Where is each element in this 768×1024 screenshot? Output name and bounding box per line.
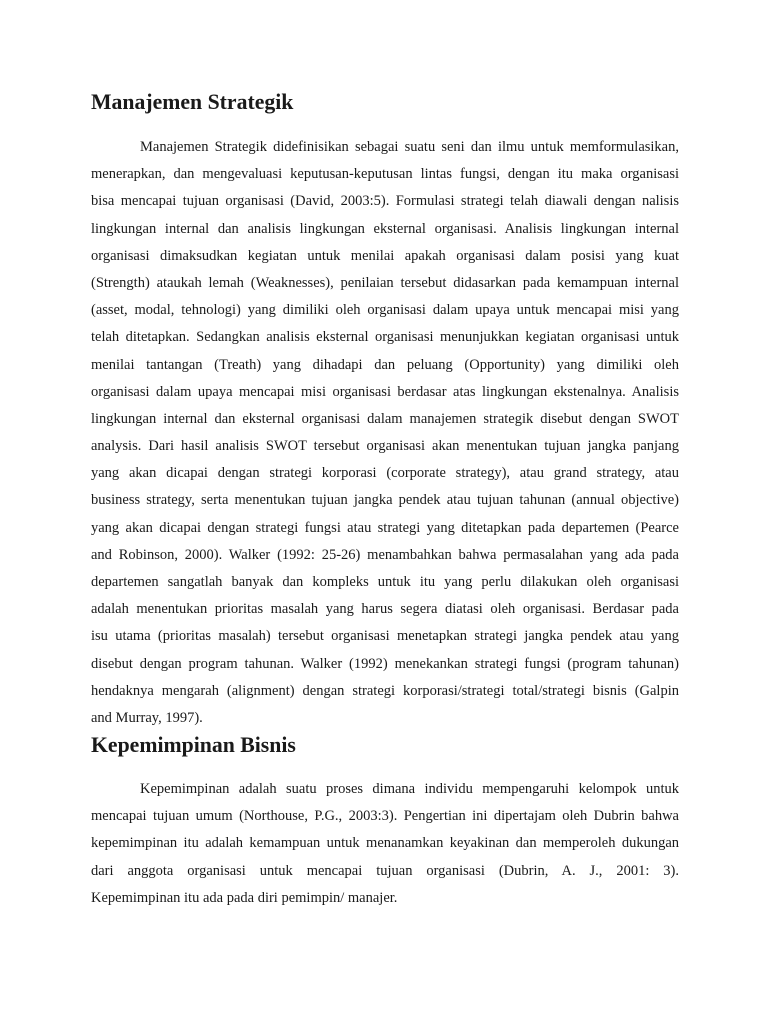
paragraph-line: departemen sangatlah banyak dan kompleks untuk itu yang perlu dilakukan oleh organisasi <box>91 574 679 590</box>
paragraph-line: mencapai tujuan umum (Northouse, P.G., 2003:3). Pengertian ini dipertajam oleh Dubrin bahwa <box>91 808 679 825</box>
paragraph-line: (asset, modal, tehnologi) yang dimiliki oleh organisasi dalam upaya untuk mencapai misi yang <box>91 302 679 319</box>
paragraph-line: lingkungan internal dan analisis lingkungan eksternal organisasi. Analisis lingkungan internal <box>91 220 679 237</box>
paragraph-line: organisasi dimaksudkan kegiatan untuk menilai apakah organisasi dalam posisi yang kuat <box>91 247 679 264</box>
paragraph-line: disebut dengan program tahunan. Walker (1992) menekankan strategi fungsi (program tahunan) <box>91 655 679 672</box>
paragraph-line: business strategy, serta menentukan tujuan jangka pendek atau tujuan tahunan (annual objective) <box>91 492 679 509</box>
section-heading: Manajemen Strategik <box>91 90 294 114</box>
section-heading: Kepemimpinan Bisnis <box>91 733 296 757</box>
paragraph-line: (Strength) ataukah lemah (Weaknesses), penilaian tersebut didasarkan pada kemampuan internal <box>91 274 679 291</box>
section-manajemen-strategik <box>91 92 679 732</box>
paragraph-line: kepemimpinan itu adalah kemampuan untuk menanamkan keyakinan dan memperoleh dukungan <box>91 835 679 852</box>
paragraph-line: Manajemen Strategik didefinisikan sebagai suatu seni dan ilmu untuk memformulasikan, <box>140 139 679 155</box>
paragraph-line: bisa mencapai tujuan organisasi (David, 2003:5). Formulasi strategi telah diawali dengan nalisis <box>91 193 679 210</box>
paragraph-line: adalah menentukan prioritas masalah yang harus segera diatasi oleh organisasi. Berdasar pada <box>91 601 679 618</box>
paragraph-line: Kepemimpinan itu ada pada diri pemimpin/ manajer. <box>91 889 398 906</box>
paragraph-line: and Murray, 1997). <box>91 709 203 726</box>
paragraph-line: Kepemimpinan adalah suatu proses dimana individu mempengaruhi kelompok untuk <box>140 781 679 797</box>
paragraph-line: telah ditetapkan. Sedangkan analisis eksternal organisasi menunjukkan kegiatan organisasi untuk <box>91 329 679 346</box>
section-paragraph <box>91 134 679 732</box>
paragraph-line: isu utama (prioritas masalah) tersebut organisasi menetapkan strategi jangka pendek atau yang <box>91 628 679 645</box>
paragraph-line: hendaknya mengarah (alignment) dengan strategi korporasi/strategi total/strategi bisnis (Galpin <box>91 682 679 699</box>
paragraph-line: analysis. Dari hasil analisis SWOT tersebut organisasi akan menentukan tujuan jangka panjang <box>91 438 679 455</box>
paragraph-line: and Robinson, 2000). Walker (1992: 25-26) menambahkan bahwa permasalahan yang ada pada <box>91 546 679 563</box>
paragraph-line: dari anggota organisasi untuk mencapai tujuan organisasi (Dubrin, A. J., 2001: 3). <box>91 862 679 879</box>
section-kepemimpinan-bisnis <box>91 735 679 912</box>
paragraph-line: yang akan dicapai dengan strategi korporasi (corporate strategy), atau grand strategy, atau <box>91 465 679 482</box>
paragraph-line: menerapkan, dan mengevaluasi keputusan-keputusan lintas fungsi, dengan itu maka organisasi <box>91 166 679 183</box>
paragraph-line: yang akan dicapai dengan strategi fungsi atau strategi yang ditetapkan pada departemen (Pearce <box>91 519 679 536</box>
paragraph-line: menilai tantangan (Treath) yang dihadapi dan peluang (Opportunity) yang dimiliki oleh <box>91 356 679 373</box>
section-paragraph <box>91 776 679 912</box>
paragraph-line: organisasi dalam upaya mencapai misi organisasi berdasar atas lingkungan ekstenalnya. Analisis <box>91 383 679 400</box>
paragraph-line: lingkungan internal dan eksternal organisasi dalam manajemen strategik disebut dengan SWOT <box>91 410 679 427</box>
